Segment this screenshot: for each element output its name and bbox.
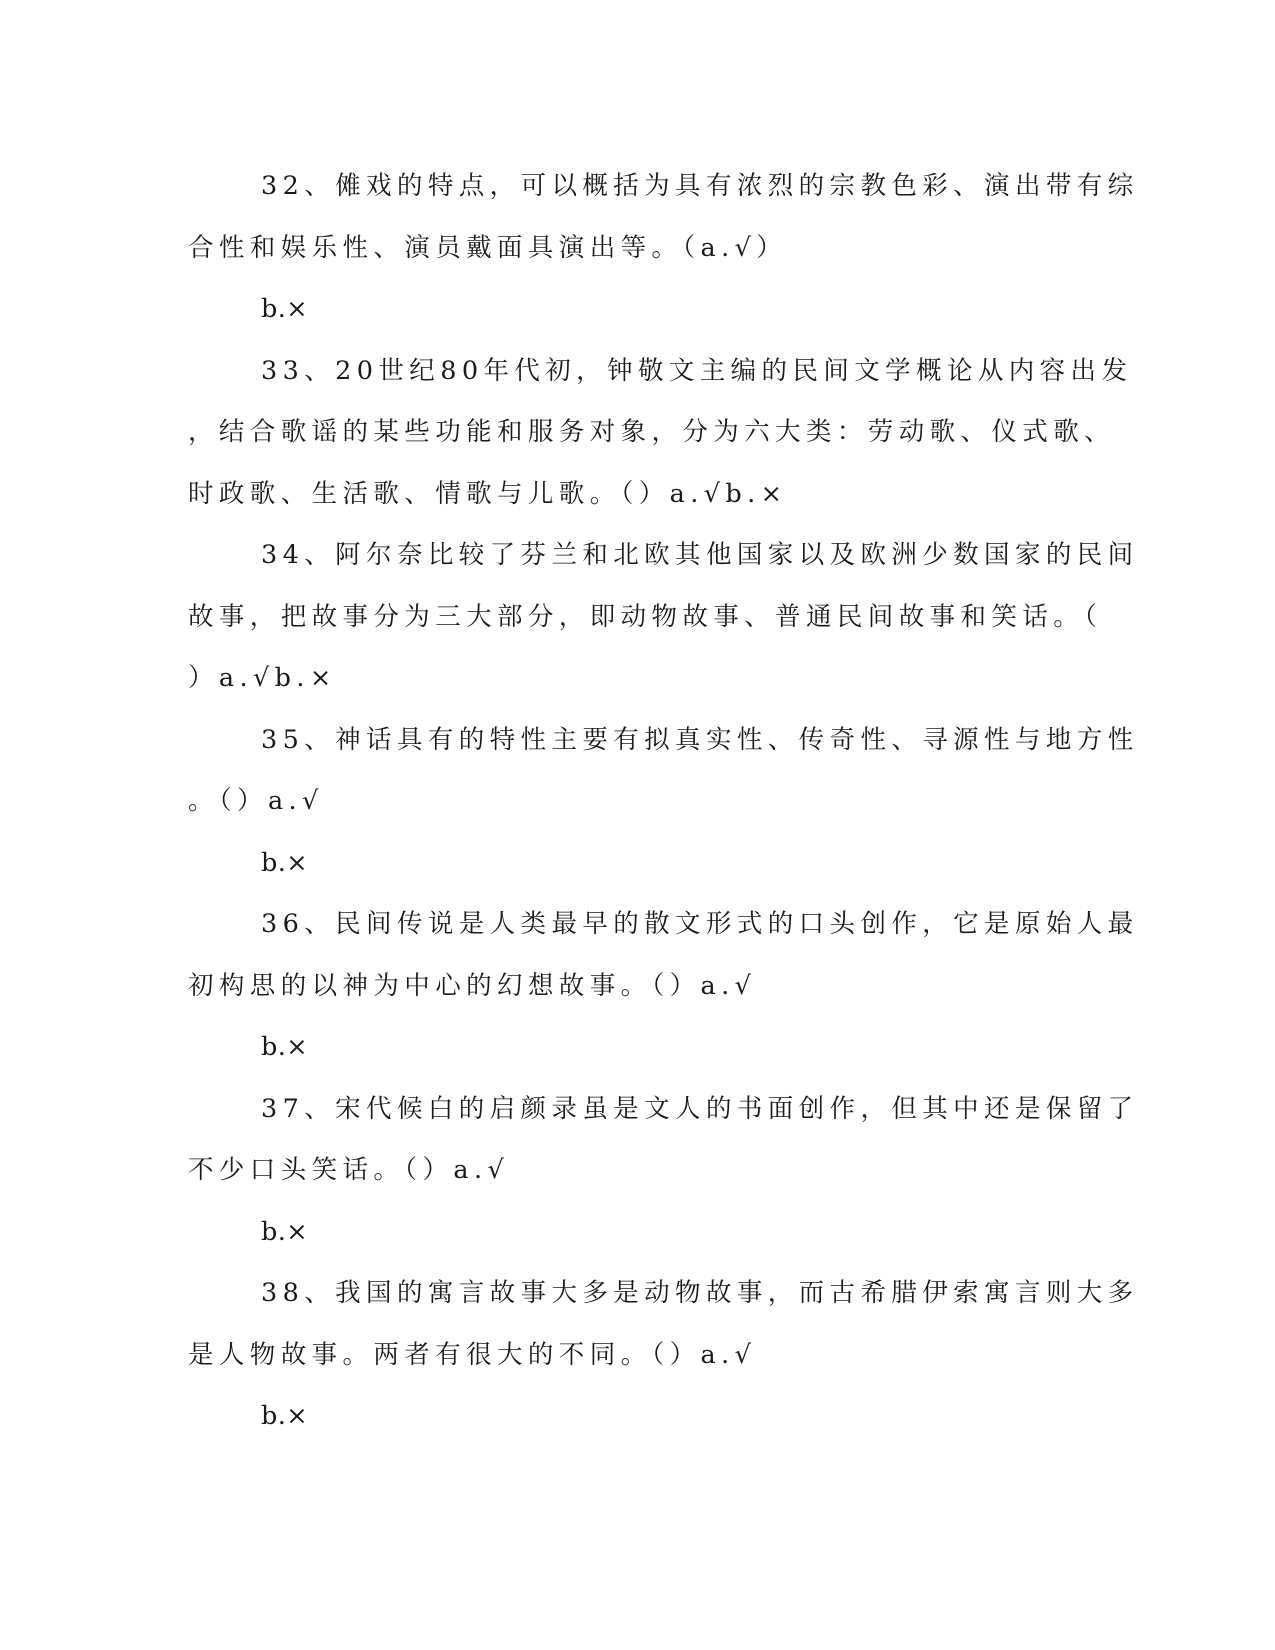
question-38-line-2: 是人物故事。两者有很大的不同。（）a.√ <box>188 1339 757 1370</box>
question-35-line-2: 。（）a.√ <box>188 786 324 816</box>
question-35-option-b: b.× <box>261 847 308 878</box>
question-38-option-b: b.× <box>261 1401 308 1431</box>
question-33-line-2: ，结合歌谣的某些功能和服务对象，分为六大类：劳动歌、仪式歌、 <box>188 417 1116 447</box>
question-32-line-1: 32、傩戏的特点，可以概括为具有浓烈的宗教色彩、演出带有综 <box>261 171 1139 201</box>
question-37-option-b: b.× <box>261 1216 308 1247</box>
question-34-line-2: 故事，把故事分为三大部分，即动物故事、普通民间故事和笑话。（ <box>188 601 1103 632</box>
question-34-line-1: 34、阿尔奈比较了芬兰和北欧其他国家以及欧洲少数国家的民间 <box>261 540 1139 570</box>
question-36-option-b: b.× <box>261 1032 308 1062</box>
question-36-line-2: 初构思的以神为中心的幻想故事。（）a.√ <box>188 970 757 1001</box>
question-38-line-1: 38、我国的寓言故事大多是动物故事，而古希腊伊索寓言则大多 <box>261 1278 1139 1308</box>
question-34-line-3: ）a.√b.× <box>188 663 337 693</box>
question-35-line-1: 35、神话具有的特性主要有拟真实性、传奇性、寻源性与地方性 <box>261 724 1139 755</box>
question-36-line-1: 36、民间传说是人类最早的散文形式的口头创作，它是原始人最 <box>261 909 1139 939</box>
question-33-line-3: 时政歌、生活歌、情歌与儿歌。（）a.√b.× <box>188 478 788 509</box>
question-33-line-1: 33、20世纪80年代初，钟敬文主编的民间文学概论从内容出发 <box>261 355 1133 386</box>
question-37-line-2: 不少口头笑话。（）a.√ <box>188 1155 510 1185</box>
question-37-line-1: 37、宋代候白的启颜录虽是文人的书面创作，但其中还是保留了 <box>261 1093 1139 1124</box>
question-32-line-2: 合性和娱乐性、演员戴面具演出等。（a.√） <box>188 232 788 263</box>
question-list <box>188 156 1139 1448</box>
question-32-option-b: b.× <box>261 294 308 324</box>
